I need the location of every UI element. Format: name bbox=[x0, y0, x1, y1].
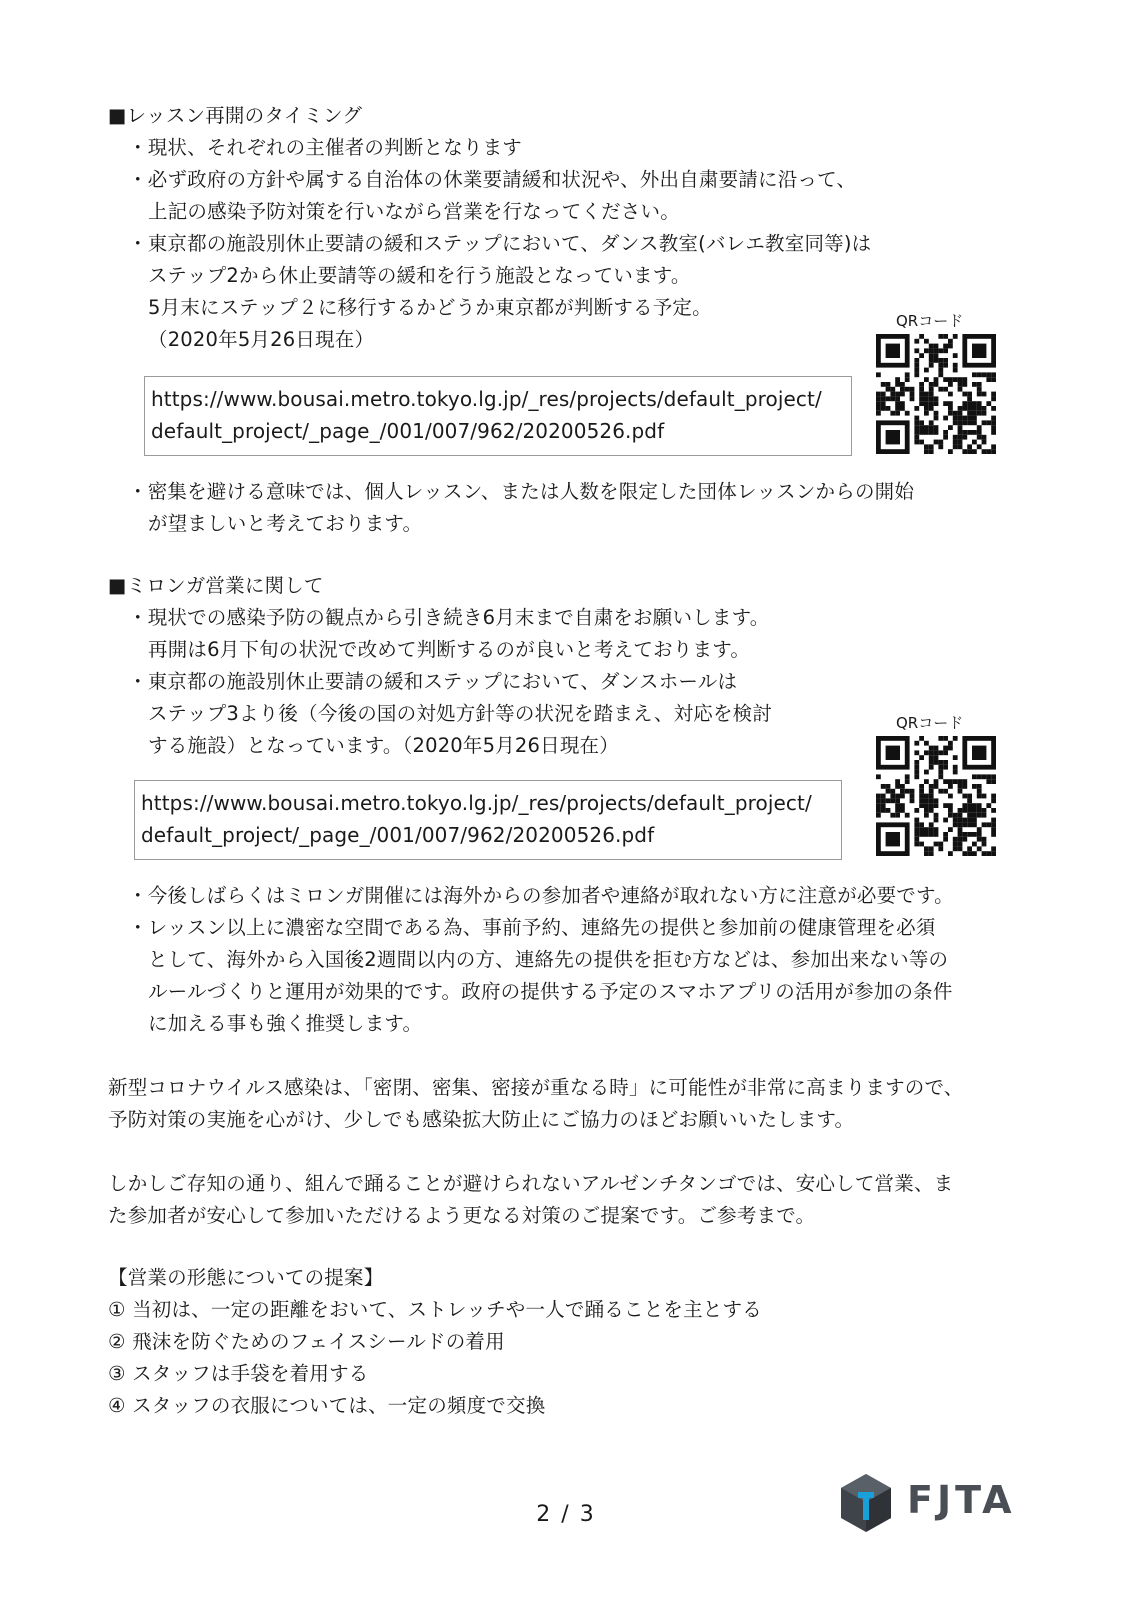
qr-code-icon bbox=[876, 334, 996, 454]
paragraph-line: 新型コロナウイルス感染は、「密閉、密集、密接が重なる時」に可能性が非常に高まりますので、 bbox=[108, 1076, 964, 1099]
bullet-continuation: する施設）となっています。（2020年5月26日現在） bbox=[148, 734, 619, 757]
qr-code-label: QRコード bbox=[896, 714, 964, 732]
bullet-line: ・東京都の施設別休止要請の緩和ステップにおいて、ダンス教室(バレエ教室同等)は bbox=[128, 232, 872, 255]
bullet-continuation: 上記の感染予防対策を行いながら営業を行なってください。 bbox=[148, 200, 680, 223]
fjta-logo-icon bbox=[835, 1472, 897, 1534]
bullet-continuation: 5月末にステップ２に移行するかどうか東京都が判断する予定。 bbox=[148, 296, 712, 319]
proposals-heading: 【営業の形態についての提案】 bbox=[108, 1266, 384, 1289]
section-heading-lesson-timing: ■レッスン再開のタイミング bbox=[108, 104, 363, 127]
bullet-continuation: に加える事も強く推奨します。 bbox=[148, 1012, 423, 1035]
proposal-item: ④ スタッフの衣服については、一定の頻度で交換 bbox=[108, 1394, 546, 1417]
url-box bbox=[144, 376, 852, 456]
proposal-item: ① 当初は、一定の距離をおいて、ストレッチや一人で踊ることを主とする bbox=[108, 1298, 762, 1321]
proposal-item: ② 飛沫を防ぐためのフェイスシールドの着用 bbox=[108, 1330, 505, 1353]
bullet-continuation: ステップ2から休止要請等の緩和を行う施設となっています。 bbox=[148, 264, 691, 287]
qr-code-label: QRコード bbox=[896, 312, 964, 330]
bullet-line: ・必ず政府の方針や属する自治体の休業要請緩和状況や、外出自粛要請に沿って、 bbox=[128, 168, 857, 191]
qr-code-icon bbox=[876, 736, 996, 856]
section-heading-milonga: ■ミロンガ営業に関して bbox=[108, 574, 324, 597]
bullet-continuation: ルールづくりと運用が効果的です。政府の提供する予定のスマホアプリの活用が参加の条件 bbox=[148, 980, 953, 1003]
proposal-item: ③ スタッフは手袋を着用する bbox=[108, 1362, 369, 1385]
bullet-continuation: が望ましいと考えております。 bbox=[148, 512, 423, 535]
url-link-line[interactable]: default_project/_page_/001/007/962/20200526.pdf bbox=[141, 823, 655, 847]
paragraph-line: た参加者が安心して参加いただけるよう更なる対策のご提案です。ご参考まで。 bbox=[108, 1204, 816, 1227]
fjta-logo-text: FJTA bbox=[907, 1478, 1016, 1522]
fjta-logo bbox=[835, 1472, 1016, 1534]
paragraph-line: しかしご存知の通り、組んで踊ることが避けられないアルゼンチタンゴでは、安心して営業、ま bbox=[108, 1172, 954, 1195]
bullet-line: ・東京都の施設別休止要請の緩和ステップにおいて、ダンスホールは bbox=[128, 670, 738, 693]
url-box bbox=[134, 780, 842, 860]
bullet-continuation: 再開は6月下旬の状況で改めて判断するのが良いと考えております。 bbox=[148, 638, 751, 661]
bullet-line: ・今後しばらくはミロンガ開催には海外からの参加者や連絡が取れない方に注意が必要です。 bbox=[128, 884, 954, 907]
bullet-continuation: ステップ3より後（今後の国の対処方針等の状況を踏まえ、対応を検討 bbox=[148, 702, 773, 725]
bullet-line: ・現状での感染予防の観点から引き続き6月末まで自粛をお願いします。 bbox=[128, 606, 770, 629]
bullet-line: ・密集を避ける意味では、個人レッスン、または人数を限定した団体レッスンからの開始 bbox=[128, 480, 915, 503]
url-link-line[interactable]: default_project/_page_/001/007/962/20200526.pdf bbox=[151, 419, 665, 443]
bullet-continuation: として、海外から入国後2週間以内の方、連絡先の提供を拒む方などは、参加出来ない等の bbox=[148, 948, 949, 971]
bullet-line: ・現状、それぞれの主催者の判断となります bbox=[128, 136, 523, 159]
url-link-line[interactable]: https://www.bousai.metro.tokyo.lg.jp/_res/projects/default_project/ bbox=[151, 387, 822, 411]
bullet-line: ・レッスン以上に濃密な空間である為、事前予約、連絡先の提供と参加前の健康管理を必須 bbox=[128, 916, 936, 939]
paragraph-line: 予防対策の実施を心がけ、少しでも感染拡大防止にご協力のほどお願いいたします。 bbox=[108, 1108, 855, 1131]
page-number: 2 / 3 bbox=[536, 1502, 596, 1527]
date-note: （2020年5月26日現在） bbox=[148, 328, 375, 351]
url-link-line[interactable]: https://www.bousai.metro.tokyo.lg.jp/_res/projects/default_project/ bbox=[141, 791, 812, 815]
